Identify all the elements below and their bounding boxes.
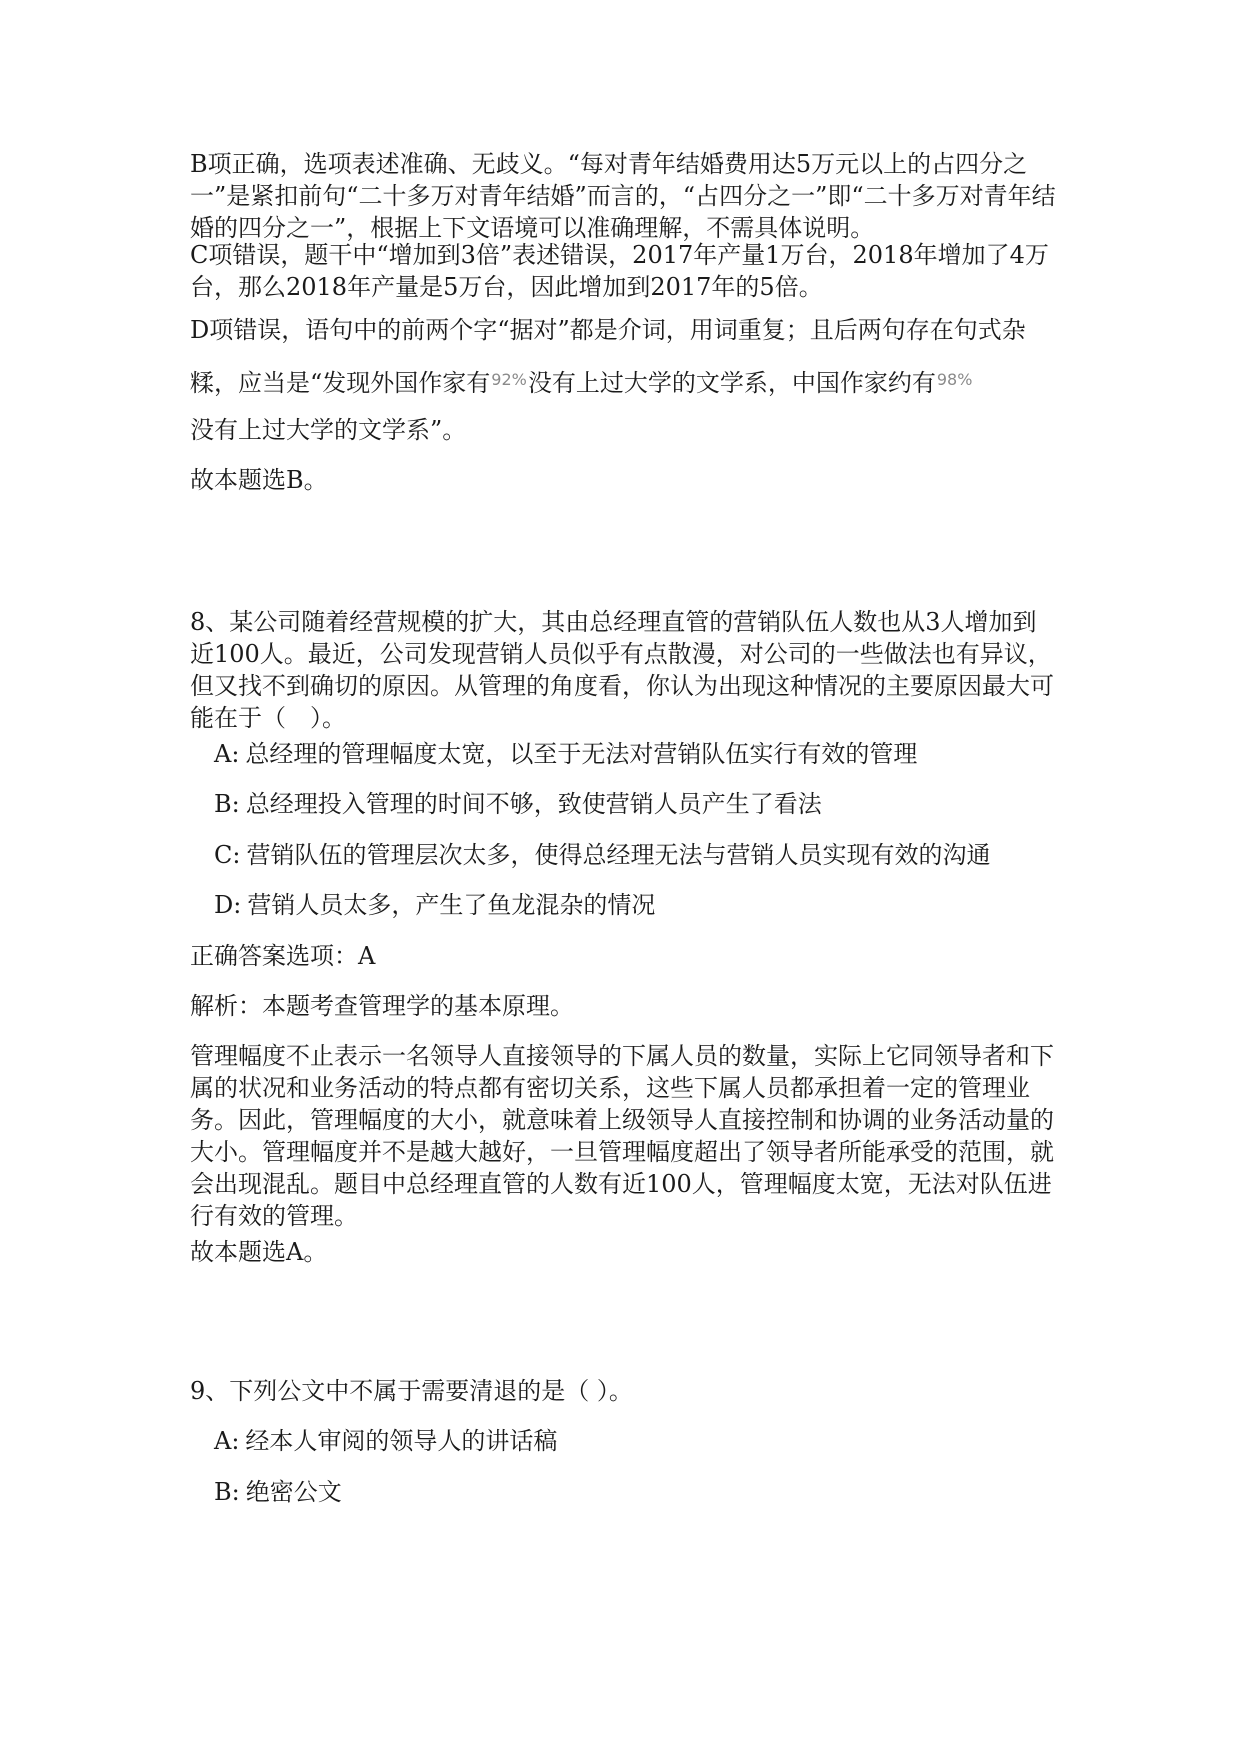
- option-letter: B:: [214, 1478, 240, 1506]
- option-d-explanation-line1: D项错误，语句中的前两个字“据对”都是介词，用词重复；且后两句存在句式杂: [190, 316, 1026, 344]
- option-letter: A:: [214, 740, 240, 768]
- option-letter: A:: [214, 1427, 240, 1455]
- percent-92: 92%: [491, 370, 527, 389]
- option-b-explanation: B项正确，选项表述准确、无歧义。“每对青年结婚费用达5万元以上的占四分之一”是紧扣前句“二十多万对青年结婚”而言的，“占四分之一”即“二十多万对青年结婚的四分之一”，根据上下文语境可以准确理解，不需具体说明。: [190, 150, 1056, 242]
- option-text: 营销队伍的管理层次太多，使得总经理无法与营销人员实现有效的沟通: [246, 841, 991, 869]
- q8-answer: 正确答案选项：A: [190, 942, 376, 970]
- percent-98: 98%: [936, 370, 973, 389]
- option-d-explanation-line2: [190, 364, 1070, 399]
- q8-analysis-detail: 管理幅度不止表示一名领导人直接领导的下属人员的数量，实际上它同领导者和下属的状况和业务活动的特点都有密切关系，这些下属人员都承担着一定的管理业务。因此，管理幅度的大小，就意味着上级领导人直接控制和协调的业务活动量的大小。管理幅度并不是越大越好，一旦管理幅度超出了领导者所能承受的范围，就会出现混乱。题目中总经理直管的人数有近100人，管理幅度太宽，无法对队伍进行有效的管理。: [190, 1042, 1054, 1230]
- q9-option-b: [190, 1476, 1074, 1508]
- option-text: 经本人审阅的领导人的讲话稿: [245, 1427, 558, 1455]
- q8-option-d: [190, 889, 1074, 921]
- option-c-explanation: C项错误，题干中“增加到3倍”表述错误，2017年产量1万台，2018年增加了4万台，那么2018年产量是5万台，因此增加到2017年的5倍。: [190, 241, 1049, 301]
- option-text: 营销人员太多，产生了鱼龙混杂的情况: [247, 891, 656, 919]
- option-text: 绝密公文: [245, 1478, 342, 1506]
- option-text: 总经理投入管理的时间不够，致使营销人员产生了看法: [245, 790, 822, 818]
- option-text: 总经理的管理幅度太宽，以至于无法对营销队伍实行有效的管理: [245, 740, 918, 768]
- option-letter: D:: [214, 891, 242, 919]
- q9-question: 9、下列公文中不属于需要清退的是（ ）。: [190, 1377, 633, 1405]
- option-letter: B:: [214, 790, 240, 818]
- q8-option-b: [190, 788, 1074, 820]
- q9-option-a: [190, 1425, 1074, 1457]
- option-d-text-b: 没有上过大学的文学系，中国作家约有: [527, 369, 936, 397]
- option-d-explanation-line3: 没有上过大学的文学系”。: [190, 416, 467, 444]
- q8-option-a: [190, 738, 1074, 770]
- q7-conclusion: 故本题选B。: [190, 466, 328, 494]
- option-d-text-a: 糅，应当是“发现外国作家有: [190, 369, 491, 397]
- q8-analysis: 解析：本题考查管理学的基本原理。: [190, 992, 574, 1020]
- q8-question: 8、某公司随着经营规模的扩大，其由总经理直管的营销队伍人数也从3人增加到近100人。最近，公司发现营销人员似乎有点散漫，对公司的一些做法也有异议，但又找不到确切的原因。从管理的角度看，你认为出现这种情况的主要原因最大可能在于（ ）。: [190, 608, 1054, 732]
- q8-conclusion: 故本题选A。: [190, 1238, 328, 1266]
- option-letter: C:: [214, 841, 241, 869]
- q8-option-c: [190, 839, 1094, 871]
